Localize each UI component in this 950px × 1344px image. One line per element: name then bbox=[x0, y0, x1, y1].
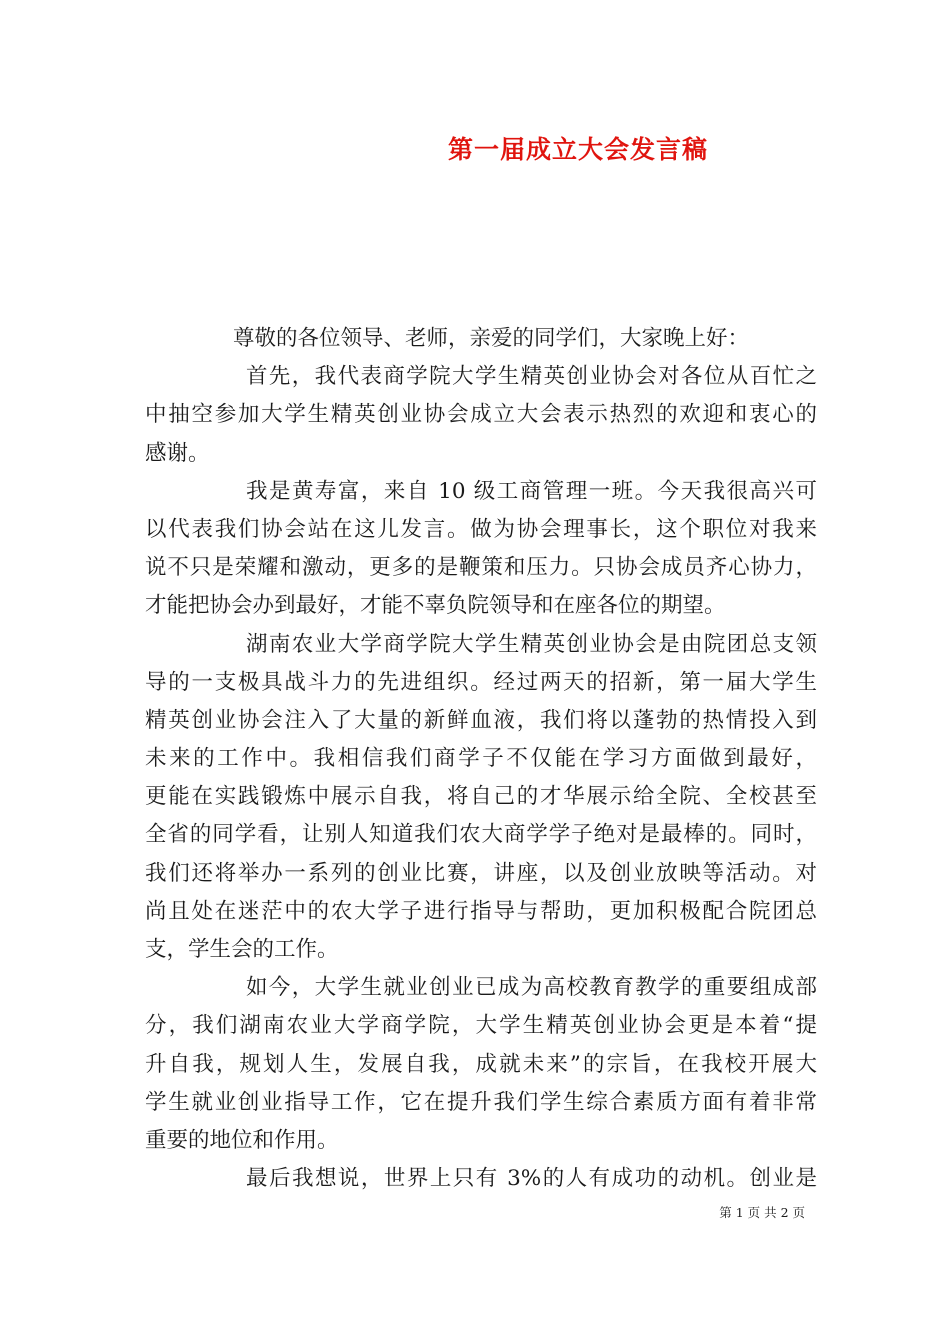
page-number-footer: 第 1 页 共 2 页 bbox=[719, 1205, 805, 1220]
paragraph-line: 中抽空参加大学生精英创业协会成立大会表示热烈的欢迎和衷心的 bbox=[145, 402, 817, 428]
paragraph-line: 说不只是荣耀和激动，更多的是鞭策和压力。只协会成员齐心协力， bbox=[145, 555, 817, 581]
paragraph-line: 湖南农业大学商学院大学生精英创业协会是由院团总支领 bbox=[246, 631, 817, 657]
document-title: 第一届成立大会发言稿 bbox=[447, 135, 708, 164]
paragraph-line: 以代表我们协会站在这儿发言。做为协会理事长，这个职位对我来 bbox=[145, 516, 817, 542]
paragraph-line: 全省的同学看，让别人知道我们农大商学学子绝对是最棒的。同时， bbox=[145, 822, 817, 848]
paragraph-line: 我是黄寿富，来自 10 级工商管理一班。今天我很高兴可 bbox=[246, 478, 817, 504]
paragraph-line: 学生就业创业指导工作，它在提升我们学生综合素质方面有着非常 bbox=[145, 1089, 817, 1115]
paragraph-line: 分，我们湖南农业大学商学院，大学生精英创业协会更是本着“提 bbox=[145, 1013, 817, 1039]
document-body bbox=[145, 320, 817, 1198]
paragraph-line: 才能把协会办到最好，才能不辜负院领导和在座各位的期望。 bbox=[145, 593, 726, 619]
paragraph-line: 重要的地位和作用。 bbox=[145, 1127, 339, 1153]
paragraph-line: 未来的工作中。我相信我们商学子不仅能在学习方面做到最好， bbox=[145, 746, 817, 772]
paragraph-line: 首先，我代表商学院大学生精英创业协会对各位从百忙之 bbox=[246, 364, 817, 390]
paragraph-line: 升自我，规划人生，发展自我，成就未来”的宗旨，在我校开展大 bbox=[145, 1051, 817, 1077]
paragraph-line: 精英创业协会注入了大量的新鲜血液，我们将以蓬勃的热情投入到 bbox=[145, 707, 817, 733]
paragraph-line: 支，学生会的工作。 bbox=[145, 937, 339, 962]
paragraph-line: 感谢。 bbox=[145, 440, 210, 466]
paragraph-line: 导的一支极具战斗力的先进组织。经过两天的招新，第一届大学生 bbox=[145, 669, 817, 695]
paragraph-line: 我们还将举办一系列的创业比赛，讲座，以及创业放映等活动。对 bbox=[145, 860, 817, 886]
greeting-line: 尊敬的各位领导、老师，亲爱的同学们，大家晚上好： bbox=[233, 326, 750, 351]
paragraph-line: 最后我想说，世界上只有 3%的人有成功的动机。创业是 bbox=[246, 1166, 817, 1192]
paragraph-line: 如今，大学生就业创业已成为高校教育教学的重要组成部 bbox=[246, 975, 817, 1001]
paragraph-line: 尚且处在迷茫中的农大学子进行指导与帮助，更加积极配合院团总 bbox=[145, 898, 817, 924]
paragraph-line: 更能在实践锻炼中展示自我，将自己的才华展示给全院、全校甚至 bbox=[145, 784, 817, 810]
